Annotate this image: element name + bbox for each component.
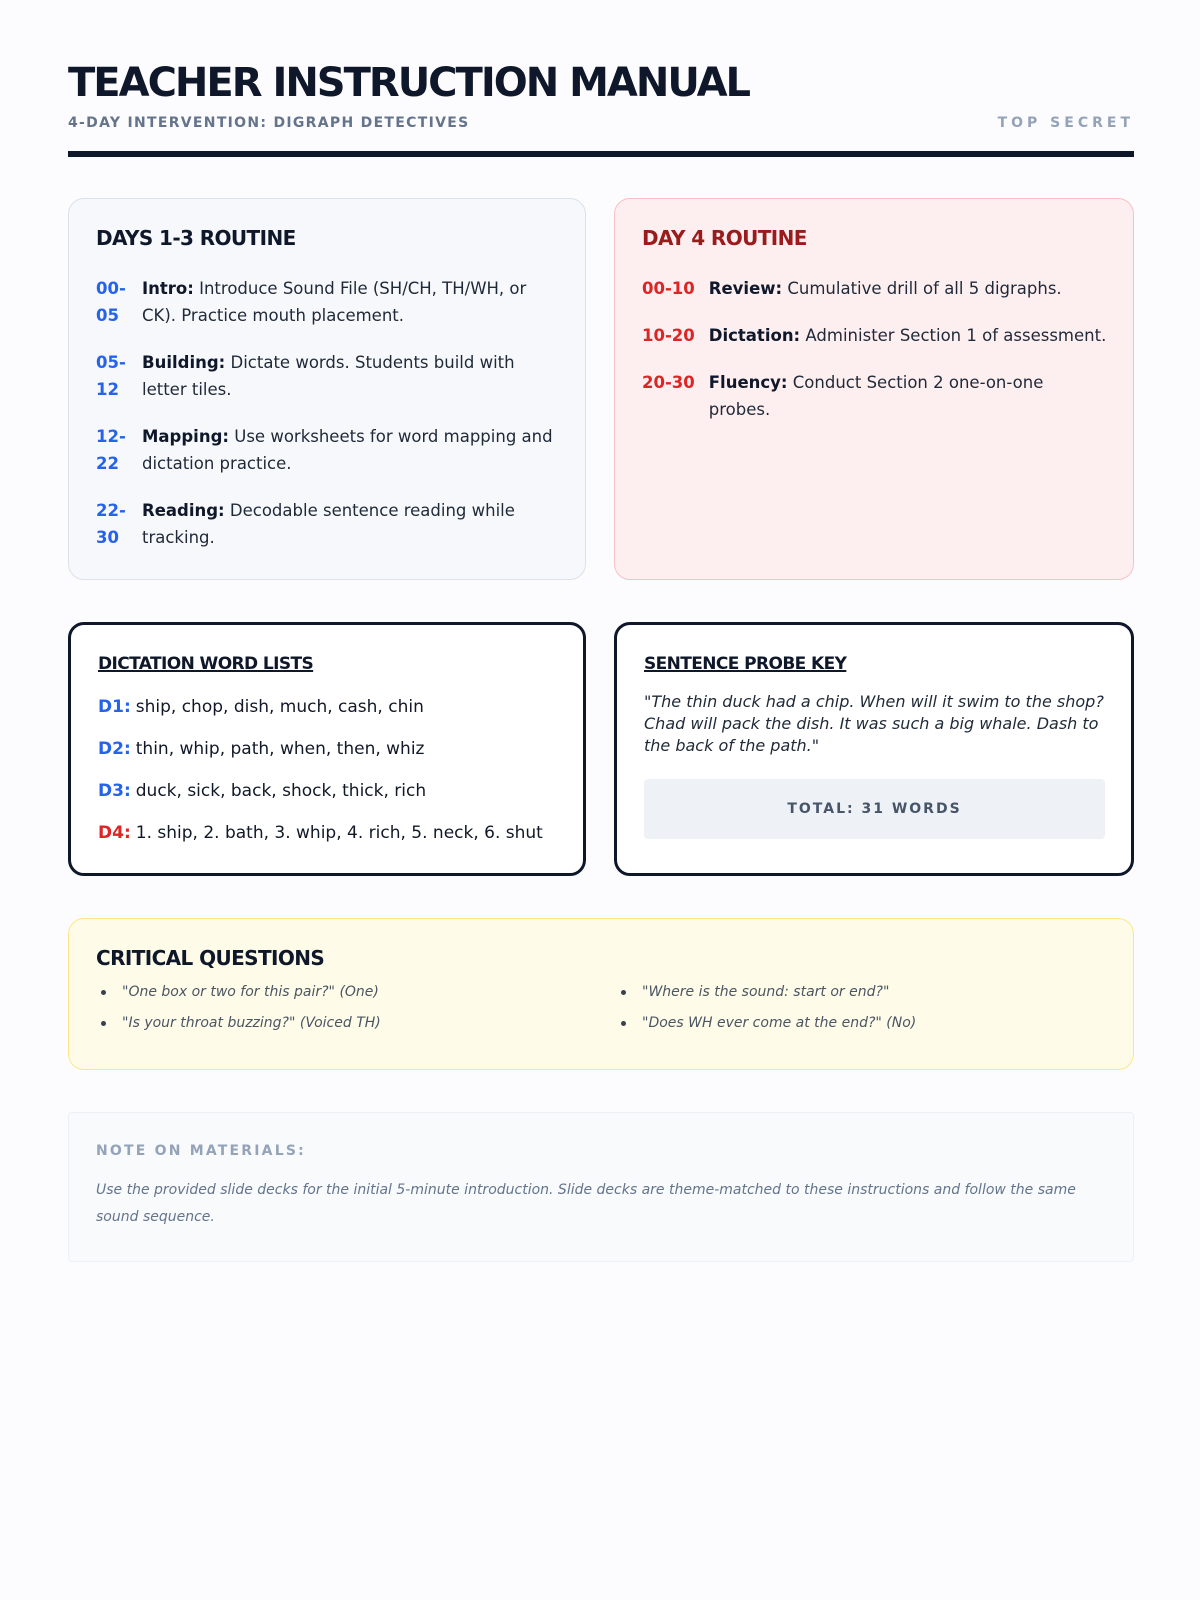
word-total-badge: TOTAL: 31 WORDS (644, 779, 1105, 839)
question-text: "Where is the sound: start or end?" (642, 984, 890, 1000)
routine-row (96, 275, 561, 329)
routine-body (142, 349, 561, 403)
routine-row (96, 423, 561, 477)
routine-text: Use worksheets for word mapping and dictation practice. (142, 427, 553, 473)
page-subtitle: 4-DAY INTERVENTION: DIGRAPH DETECTIVES (68, 115, 470, 131)
routine-time: 00-10 (642, 279, 695, 298)
routine-time: 22-30 (96, 501, 126, 547)
list-item (98, 693, 563, 721)
classification-label: TOP SECRET (997, 115, 1134, 131)
routine-time: 20-30 (642, 373, 695, 392)
dictation-words: 1. ship, 2. bath, 3. whip, 4. rich, 5. neck, 6. shut (135, 823, 543, 843)
routine-time: 00-05 (96, 279, 126, 325)
critical-heading: CRITICAL QUESTIONS (96, 946, 325, 970)
routine-body (142, 423, 561, 477)
critical-questions-card (68, 918, 1134, 1070)
materials-note-card (68, 1112, 1134, 1262)
bullet-icon (101, 1021, 106, 1026)
question-text: "Does WH ever come at the end?" (No) (642, 1015, 917, 1031)
dictation-words: thin, whip, path, when, then, whiz (135, 739, 425, 759)
dictation-list (98, 693, 563, 861)
probe-sentences: "The thin duck had a chip. When will it swim to the shop? Chad will pack the dish. It was such a big whale. Dash to the back of the path." (644, 692, 1104, 755)
routine-label: Reading: (142, 501, 225, 520)
dictation-words: duck, sick, back, shock, thick, rich (135, 781, 427, 801)
routine-text: Dictate words. Students build with letter tiles. (142, 353, 515, 399)
list-item (616, 983, 1113, 1001)
dictation-heading: DICTATION WORD LISTS (98, 654, 314, 674)
routine-body (142, 497, 561, 551)
routine-text: Decodable sentence reading while tracking. (142, 501, 515, 547)
routine-label: Dictation: (708, 326, 801, 345)
dictation-key: D3: (98, 781, 131, 801)
bullet-icon (621, 990, 626, 995)
list-item (616, 1014, 1113, 1032)
routine-label: Fluency: (708, 373, 788, 392)
list-item (98, 735, 563, 763)
list-item (96, 983, 616, 1001)
note-text: Use the provided slide decks for the initial 5-minute introduction. Slide decks are theme-matched to these instructions and follow the same sound sequence. (96, 1182, 1076, 1225)
header-divider (68, 151, 1134, 157)
routine-body (709, 369, 1109, 423)
page-title: TEACHER INSTRUCTION MANUAL (68, 60, 750, 106)
routine-body (142, 275, 561, 329)
probe-heading: SENTENCE PROBE KEY (644, 654, 847, 674)
routine-row (642, 322, 1109, 349)
day-4-routine-card (614, 198, 1134, 580)
routine-label: Mapping: (142, 427, 229, 446)
routine-label: Intro: (142, 279, 194, 298)
routine-time: 10-20 (642, 326, 695, 345)
routine-row (96, 349, 561, 403)
dictation-key: D1: (98, 697, 131, 717)
question-text: "Is your throat buzzing?" (Voiced TH) (122, 1015, 381, 1031)
list-item (96, 1014, 616, 1032)
routine-body (709, 322, 1109, 349)
dictation-word-lists-card (68, 622, 586, 876)
bullet-icon (621, 1021, 626, 1026)
day-4-routine-list (642, 275, 1109, 443)
bullet-icon (101, 990, 106, 995)
routine-label: Review: (708, 279, 783, 298)
dictation-words: ship, chop, dish, much, cash, chin (135, 697, 424, 717)
list-item (98, 819, 563, 847)
routine-body (709, 275, 1109, 302)
routine-time: 05-12 (96, 353, 126, 399)
routine-row (642, 369, 1109, 423)
note-heading: NOTE ON MATERIALS: (96, 1143, 306, 1159)
list-item (98, 777, 563, 805)
days-1-3-routine-list (96, 275, 561, 571)
routine-label: Building: (142, 353, 226, 372)
critical-questions-list (96, 983, 1113, 1032)
routine-text: Introduce Sound File (SH/CH, TH/WH, or CK). Practice mouth placement. (142, 279, 527, 325)
day-4-heading: DAY 4 ROUTINE (642, 226, 807, 250)
routine-text: Conduct Section 2 one-on-one probes. (708, 373, 1044, 419)
routine-row (96, 497, 561, 551)
sentence-probe-key-card (614, 622, 1134, 876)
days-1-3-heading: DAYS 1-3 ROUTINE (96, 226, 296, 250)
dictation-key: D4: (98, 823, 131, 843)
question-text: "One box or two for this pair?" (One) (122, 984, 379, 1000)
routine-text: Administer Section 1 of assessment. (805, 326, 1107, 345)
routine-time: 12-22 (96, 427, 126, 473)
days-1-3-routine-card (68, 198, 586, 580)
routine-text: Cumulative drill of all 5 digraphs. (787, 279, 1062, 298)
routine-row (642, 275, 1109, 302)
dictation-key: D2: (98, 739, 131, 759)
